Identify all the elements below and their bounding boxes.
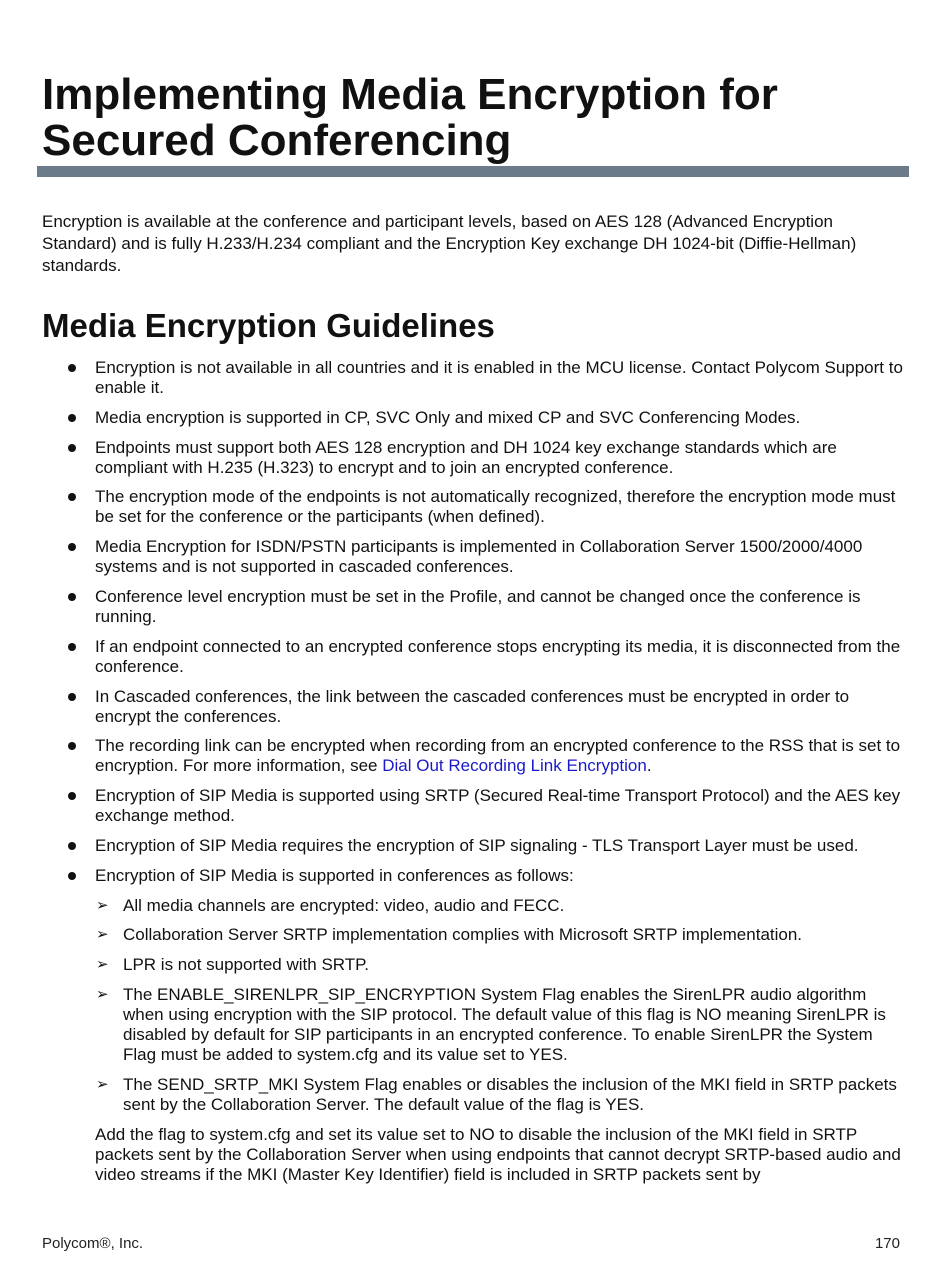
list-item: [95, 487, 905, 527]
sub-list-item-text: LPR is not supported with SRTP.: [123, 955, 370, 975]
list-item: [95, 587, 905, 627]
recording-text-before: The recording link can be encrypted when recording from an encrypted conference to the RSS that is set to encryption. For more information, see: [95, 736, 901, 776]
sub-list-item: [96, 895, 903, 916]
bullet-icon: [68, 364, 76, 372]
guidelines-list: [0, 358, 950, 1194]
arrow-right-icon: ➢: [96, 926, 109, 944]
list-item-text: If an endpoint connected to an encrypted conference stops encrypting its media, it is disconnected from the conference.: [95, 636, 901, 676]
bullet-icon: [68, 742, 76, 750]
arrow-right-icon: ➢: [96, 956, 109, 974]
sub-list-item-text: All media channels are encrypted: video, audio and FECC.: [123, 895, 565, 915]
list-item: [95, 836, 905, 856]
closing-paragraph: Add the flag to system.cfg and set its value set to NO to disable the inclusion of the MKI field in SRTP packets sent by the Collaboration Server when using endpoints that cannot decrypt SRTP-based audio and video streams if the MKI (Master Key Identifier) field is included in SRTP packets sent by: [95, 1124, 901, 1184]
footer-page-number: 170: [874, 1235, 900, 1252]
bullet-icon: [68, 693, 76, 701]
sub-list-item-text: Collaboration Server SRTP implementation complies with Microsoft SRTP implementation.: [123, 925, 803, 945]
bullet-icon: [68, 792, 76, 800]
list-item-text: Encryption of SIP Media is supported in conferences as follows:: [95, 865, 574, 885]
sub-list-item: [96, 1074, 903, 1115]
list-item: [95, 866, 905, 886]
list-item-text: Encryption is not available in all countries and it is enabled in the MCU license. Contact Polycom Support to enable it.: [95, 358, 903, 397]
list-item: [95, 408, 905, 428]
list-item-text: Conference level encryption must be set in the Profile, and cannot be changed once the conference is running.: [95, 586, 861, 626]
page-title: Implementing Media Encryption for Secured Conferencing: [42, 70, 778, 165]
bullet-icon: [68, 543, 76, 551]
list-item-text: Media encryption is supported in CP, SVC Only and mixed CP and SVC Conferencing Modes.: [95, 407, 801, 427]
arrow-right-icon: ➢: [96, 1075, 109, 1093]
list-item-text: Media Encryption for ISDN/PSTN participants is implemented in Collaboration Server 1500/2000/4000 systems and is not supported in cascaded conferences.: [95, 537, 863, 577]
intro-paragraph: Encryption is available at the conference and participant levels, based on AES 128 (Advanced Encryption Standard) and is fully H.233/H.234 compliant and the Encryption Key exchange DH 1024-bit (Diffie-Hellman) standards.: [42, 212, 857, 275]
footer-company: Polycom®, Inc.: [42, 1235, 144, 1252]
list-item-text: The encryption mode of the endpoints is not automatically recognized, therefore the encryption mode must be set for the conference or the participants (when defined).: [95, 487, 896, 527]
dial-out-recording-link[interactable]: Dial Out Recording Link Encryption: [382, 756, 647, 776]
bullet-icon: [68, 493, 76, 501]
sub-list-item-text: The ENABLE_SIRENLPR_SIP_ENCRYPTION System Flag enables the SirenLPR audio algorithm when using encryption with the SIP protocol. The default value of this flag is NO meaning SirenLPR is disabled by default for SIP participants in an encrypted conference. To enable SirenLPR the System Flag must be added to system.cfg and its value set to YES.: [123, 984, 886, 1064]
list-item: [95, 687, 905, 727]
list-item-text: Encryption of SIP Media requires the encryption of SIP signaling - TLS Transport Layer must be used.: [95, 835, 859, 855]
bullet-icon: [68, 593, 76, 601]
section-heading: Media Encryption Guidelines: [42, 307, 495, 344]
bullet-icon: [68, 872, 76, 880]
arrow-right-icon: ➢: [96, 985, 109, 1003]
bullet-icon: [68, 444, 76, 452]
list-item: [95, 637, 905, 677]
list-item: [95, 786, 905, 826]
bullet-icon: [68, 842, 76, 850]
list-item-text: In Cascaded conferences, the link between the cascaded conferences must be encrypted in order to encrypt the conferences.: [95, 686, 850, 726]
list-item: [95, 736, 905, 776]
bullet-icon: [68, 643, 76, 651]
sub-list-item: [96, 984, 903, 1065]
list-item: [95, 358, 905, 398]
bullet-icon: [68, 414, 76, 422]
list-item-text: Encryption of SIP Media is supported using SRTP (Secured Real-time Transport Protocol) and the AES key exchange method.: [95, 786, 901, 826]
list-item: [95, 537, 905, 577]
recording-text-after: .: [646, 756, 652, 776]
sub-list-item: [96, 925, 903, 945]
arrow-right-icon: ➢: [96, 896, 109, 914]
list-item: [95, 438, 905, 478]
sub-list-item-text: The SEND_SRTP_MKI System Flag enables or disables the inclusion of the MKI field in SRTP packets sent by the Collaboration Server. The default value of the flag is YES.: [123, 1074, 897, 1114]
sub-list-item: [96, 955, 903, 975]
list-item-text: Endpoints must support both AES 128 encryption and DH 1024 key exchange standards which are compliant with H.235 (H.323) to encrypt and to join an encrypted conference.: [95, 437, 837, 477]
title-rule: [37, 166, 909, 177]
